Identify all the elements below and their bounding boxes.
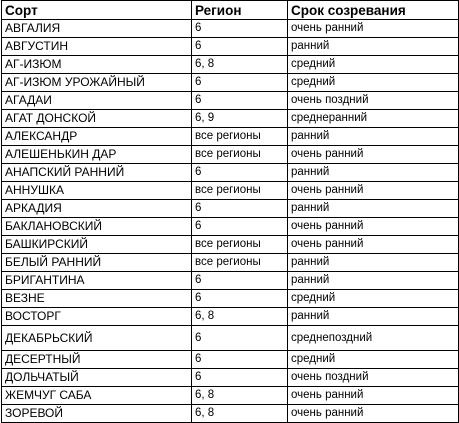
cell-region: 6 xyxy=(192,20,288,38)
cell-region: 6, 9 xyxy=(192,110,288,128)
cell-variety: ВЕЗНЕ xyxy=(2,290,192,308)
header-variety: Сорт xyxy=(2,1,192,20)
cell-variety: ЗОРЕВОЙ xyxy=(2,405,192,423)
table-row xyxy=(2,254,459,272)
table-row xyxy=(2,182,459,200)
cell-variety: ДЕКАБРЬСКИЙ xyxy=(2,326,192,351)
cell-variety: АРКАДИЯ xyxy=(2,200,192,218)
table-row xyxy=(2,56,459,74)
cell-variety: ВОСТОРГ xyxy=(2,308,192,326)
cell-region: 6 xyxy=(192,290,288,308)
cell-variety: ДОЛЬЧАТЫЙ xyxy=(2,369,192,387)
cell-variety: ЖЕМЧУГ САБА xyxy=(2,387,192,405)
cell-maturity: средний xyxy=(288,74,459,92)
table-row xyxy=(2,369,459,387)
table-row xyxy=(2,290,459,308)
cell-region: 6 xyxy=(192,369,288,387)
cell-variety: АВГУСТИН xyxy=(2,38,192,56)
cell-maturity: средний xyxy=(288,351,459,369)
table-row xyxy=(2,405,459,423)
table-row xyxy=(2,218,459,236)
cell-maturity: ранний xyxy=(288,308,459,326)
cell-region: 6 xyxy=(192,200,288,218)
cell-variety: БАШКИРСКИЙ xyxy=(2,236,192,254)
cell-variety: АННУШКА xyxy=(2,182,192,200)
cell-variety: ДЕСЕРТНЫЙ xyxy=(2,351,192,369)
cell-maturity: очень ранний xyxy=(288,236,459,254)
cell-maturity: средний xyxy=(288,290,459,308)
cell-variety: АГАДАИ xyxy=(2,92,192,110)
cell-region: 6, 8 xyxy=(192,308,288,326)
cell-maturity: очень ранний xyxy=(288,146,459,164)
cell-maturity: среднеранний xyxy=(288,110,459,128)
table-row xyxy=(2,351,459,369)
cell-maturity: очень поздний xyxy=(288,92,459,110)
table-row xyxy=(2,74,459,92)
cell-variety: БЕЛЫЙ РАННИЙ xyxy=(2,254,192,272)
header-maturity: Срок созревания xyxy=(288,1,459,20)
cell-region: все регионы xyxy=(192,254,288,272)
cell-maturity: ранний xyxy=(288,128,459,146)
cell-maturity: очень ранний xyxy=(288,387,459,405)
cell-region: 6 xyxy=(192,164,288,182)
cell-maturity: среднепоздний xyxy=(288,326,459,351)
cell-maturity: ранний xyxy=(288,272,459,290)
table-row xyxy=(2,236,459,254)
cell-maturity: ранний xyxy=(288,38,459,56)
cell-variety: АГ-ИЗЮМ УРОЖАЙНЫЙ xyxy=(2,74,192,92)
cell-maturity: очень поздний xyxy=(288,369,459,387)
table-row xyxy=(2,200,459,218)
cell-maturity: ранний xyxy=(288,254,459,272)
table-row xyxy=(2,38,459,56)
table-row xyxy=(2,387,459,405)
cell-variety: АГ-ИЗЮМ xyxy=(2,56,192,74)
table-row xyxy=(2,92,459,110)
cell-maturity: очень ранний xyxy=(288,182,459,200)
table-row xyxy=(2,110,459,128)
cell-maturity: средний xyxy=(288,56,459,74)
cell-region: 6 xyxy=(192,92,288,110)
cell-region: 6, 8 xyxy=(192,405,288,423)
cell-maturity: очень ранний xyxy=(288,218,459,236)
cell-variety: АЛЕШЕНЬКИН ДАР xyxy=(2,146,192,164)
cell-maturity: очень ранний xyxy=(288,20,459,38)
header-region: Регион xyxy=(192,1,288,20)
cell-region: все регионы xyxy=(192,128,288,146)
cell-region: 6 xyxy=(192,326,288,351)
cell-maturity: ранний xyxy=(288,200,459,218)
table-row xyxy=(2,308,459,326)
table-row xyxy=(2,20,459,38)
cell-region: 6 xyxy=(192,74,288,92)
cell-variety: АГАТ ДОНСКОЙ xyxy=(2,110,192,128)
cell-variety: БРИГАНТИНА xyxy=(2,272,192,290)
cell-maturity: ранний xyxy=(288,164,459,182)
cell-region: все регионы xyxy=(192,182,288,200)
cell-region: 6, 8 xyxy=(192,387,288,405)
table-row xyxy=(2,326,459,351)
cell-variety: АЛЕКСАНДР xyxy=(2,128,192,146)
cell-region: 6 xyxy=(192,272,288,290)
table-row xyxy=(2,146,459,164)
table-header-row xyxy=(2,1,459,20)
cell-region: 6 xyxy=(192,38,288,56)
grape-varieties-table xyxy=(1,0,459,423)
table-row xyxy=(2,272,459,290)
table-row xyxy=(2,164,459,182)
cell-region: 6 xyxy=(192,218,288,236)
cell-region: все регионы xyxy=(192,146,288,164)
cell-region: 6 xyxy=(192,351,288,369)
cell-variety: АНАПСКИЙ РАННИЙ xyxy=(2,164,192,182)
table-row xyxy=(2,128,459,146)
cell-variety: БАКЛАНОВСКИЙ xyxy=(2,218,192,236)
cell-variety: АВГАЛИЯ xyxy=(2,20,192,38)
cell-maturity: очень ранний xyxy=(288,405,459,423)
cell-region: все регионы xyxy=(192,236,288,254)
cell-region: 6, 8 xyxy=(192,56,288,74)
